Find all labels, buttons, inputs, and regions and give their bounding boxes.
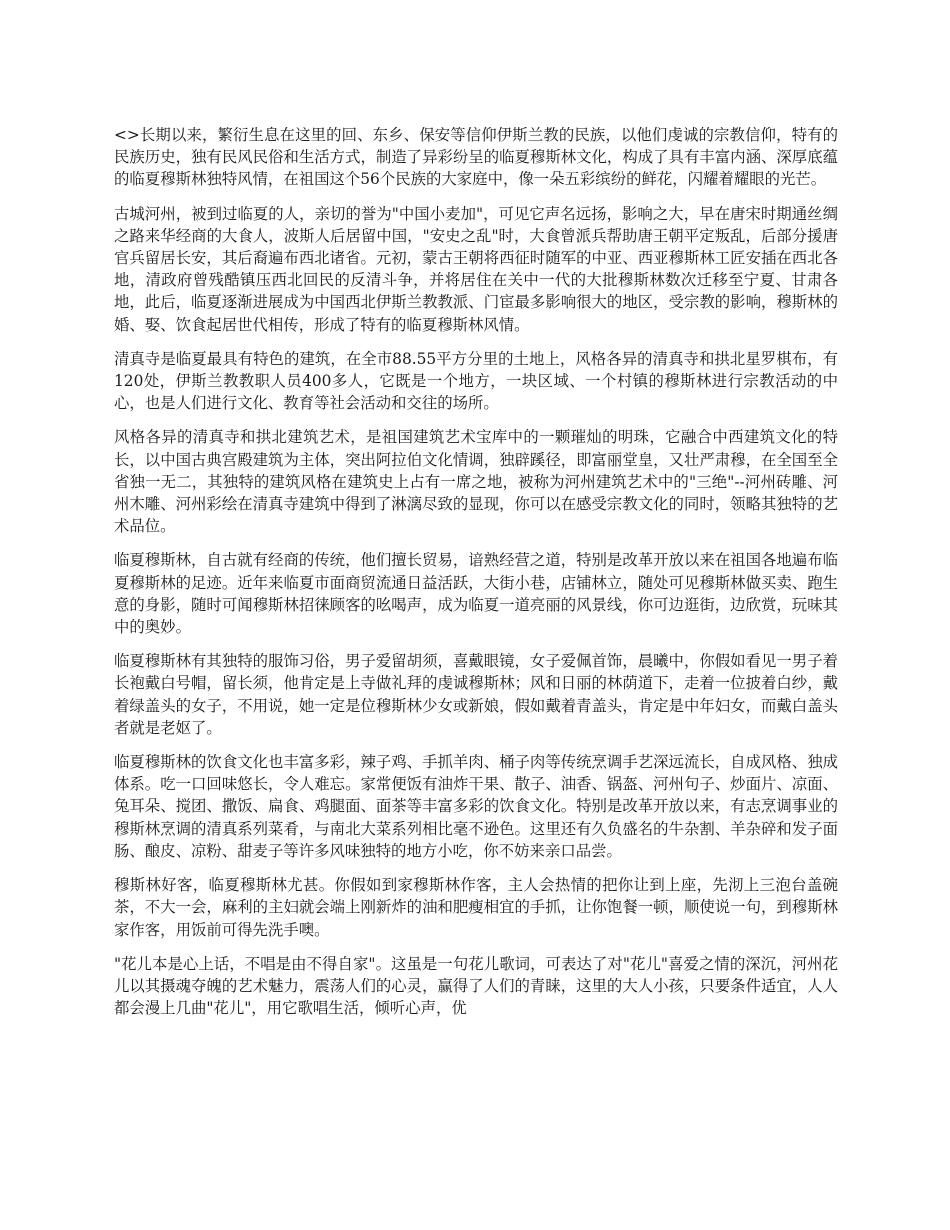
- paragraph-hospitality: 穆斯林好客，临夏穆斯林尤甚。你假如到家穆斯林作客，主人会热情的把你让到上座，先沏上三泡台盖碗茶，不大一会，麻利的主妇就会端上刚新炸的油和肥瘦相宜的手抓，让你饱餐一顿，顺使说一句，到穆斯林家作客，用饭前可得先洗手噢。: [114, 876, 838, 939]
- paragraph-commerce: 临夏穆斯林，自古就有经商的传统，他们擅长贸易，谙熟经营之道，特别是改革开放以来在祖国各地遍布临夏穆斯林的足迹。近年来临夏市面商贸流通日益活跃，大街小巷，店铺林立，随处可见穆斯林做买卖、跑生意的身影，随时可闻穆斯林招徕顾客的吆喝声，成为临夏一道亮丽的风景线，你可边逛街，边欣赏，玩味其中的奥妙。: [114, 551, 838, 637]
- paragraph-mosques: 清真寺是临夏最具有特色的建筑，在全市88.55平方分里的土地上，风格各异的清真寺和拱北星罗棋布，有120处，伊斯兰教教职人员400多人，它既是一个地方，一块区域、一个村镇的穆斯林进行宗教活动的中心，也是人们进行文化、教育等社会活动和交往的场所。: [114, 349, 838, 413]
- paragraph-architecture: 风格各异的清真寺和拱北建筑艺术，是祖国建筑艺术宝库中的一颗璀灿的明珠，它融合中西建筑文化的特长，以中国古典宫殿建筑为主体，突出阿拉伯文化情调，独辟蹊径，即富丽堂皇，又壮严肃穆，在全国至全省独一无二，其独特的建筑风格在建筑史上占有一席之地，被称为河州建筑艺术中的"三绝"--河州砖雕、河州木雕、河州彩绘在清真寺建筑中得到了淋漓尽致的显现，你可以在感受宗教文化的同时，领略其独特的艺术品位。: [114, 428, 838, 536]
- paragraph-hua-er: "花儿本是心上话，不唱是由不得自家"。这虽是一句花儿歌词，可表达了对"花儿"喜爱之情的深沉，河州花儿以其摄魂夺魄的艺术魅力，震荡人们的心灵，赢得了人们的青睐，这里的大人小孩，只要条件适宜，人人都会漫上几曲"花儿"，用它歌唱生活，倾听心声，优: [114, 954, 838, 1018]
- paragraph-food: 临夏穆斯林的饮食文化也丰富多彩，辣子鸡、手抓羊肉、桶子肉等传统烹调手艺深远流长，自成风格、独成体系。吃一口回味悠长，令人难忘。家常便饭有油炸干果、散子、油香、锅盔、河州句子、炒面片、凉面、兔耳朵、搅团、撒饭、扁食、鸡腿面、面茶等丰富多彩的饮食文化。特别是改革开放以来，有志烹调事业的穆斯林烹调的清真系列菜肴，与南北大菜系列相比毫不逊色。这里还有久负盛名的牛杂割、羊杂碎和发子面肠、酿皮、凉粉、甜麦子等许多风味独特的地方小吃，你不妨来亲口品尝。: [114, 753, 838, 860]
- paragraph-intro: <>长期以来，繁衍生息在这里的回、东乡、保安等信仰伊斯兰教的民族，以他们虔诚的宗教信仰，特有的民族历史，独有民风民俗和生活方式，制造了异彩纷呈的临夏穆斯林文化，构成了具有丰富内涵、深厚底蕴的临夏穆斯林独特风情，在祖国这个56个民族的大家庭中，像一朵五彩缤纷的鲜花，闪耀着耀眼的光芒。: [114, 126, 838, 189]
- paragraph-clothing: 临夏穆斯林有其独特的服饰习俗，男子爱留胡须，喜戴眼镜，女子爱佩首饰，晨曦中，你假如看见一男子着长袍戴白号帽，留长须，他肯定是上寺做礼拜的虔诚穆斯林；风和日丽的林荫道下，走着一位披着白纱，戴着绿盖头的女子，不用说，她一定是位穆斯林少女或新娘，假如戴着青盖头，肯定是中年妇女，而戴白盖头者就是老妪了。: [114, 652, 838, 737]
- paragraph-history: 古城河州，被到过临夏的人，亲切的誉为"中国小麦加"，可见它声名远扬，影响之大，早在唐宋时期通丝绸之路来华经商的大食人，波斯人后居留中国，"安史之乱"时，大食曾派兵帮助唐王朝平定叛乱，后部分援唐官兵留居长安，其后裔遍布西北诸省。元初，蒙古王朝将西征时随军的中亚、西亚穆斯林工匠安插在西北各地，清政府曾残酷镇压西北回民的反清斗争，并将居住在关中一代的大批穆斯林数次迁移至宁夏、甘肃各地，此后，临夏逐渐进展成为中国西北伊斯兰教教派、门宦最多影响很大的地区，受宗教的影响，穆斯林的婚、娶、饮食起居世代相传，形成了特有的临夏穆斯林风情。: [114, 204, 838, 334]
- document-body: [114, 124, 838, 1031]
